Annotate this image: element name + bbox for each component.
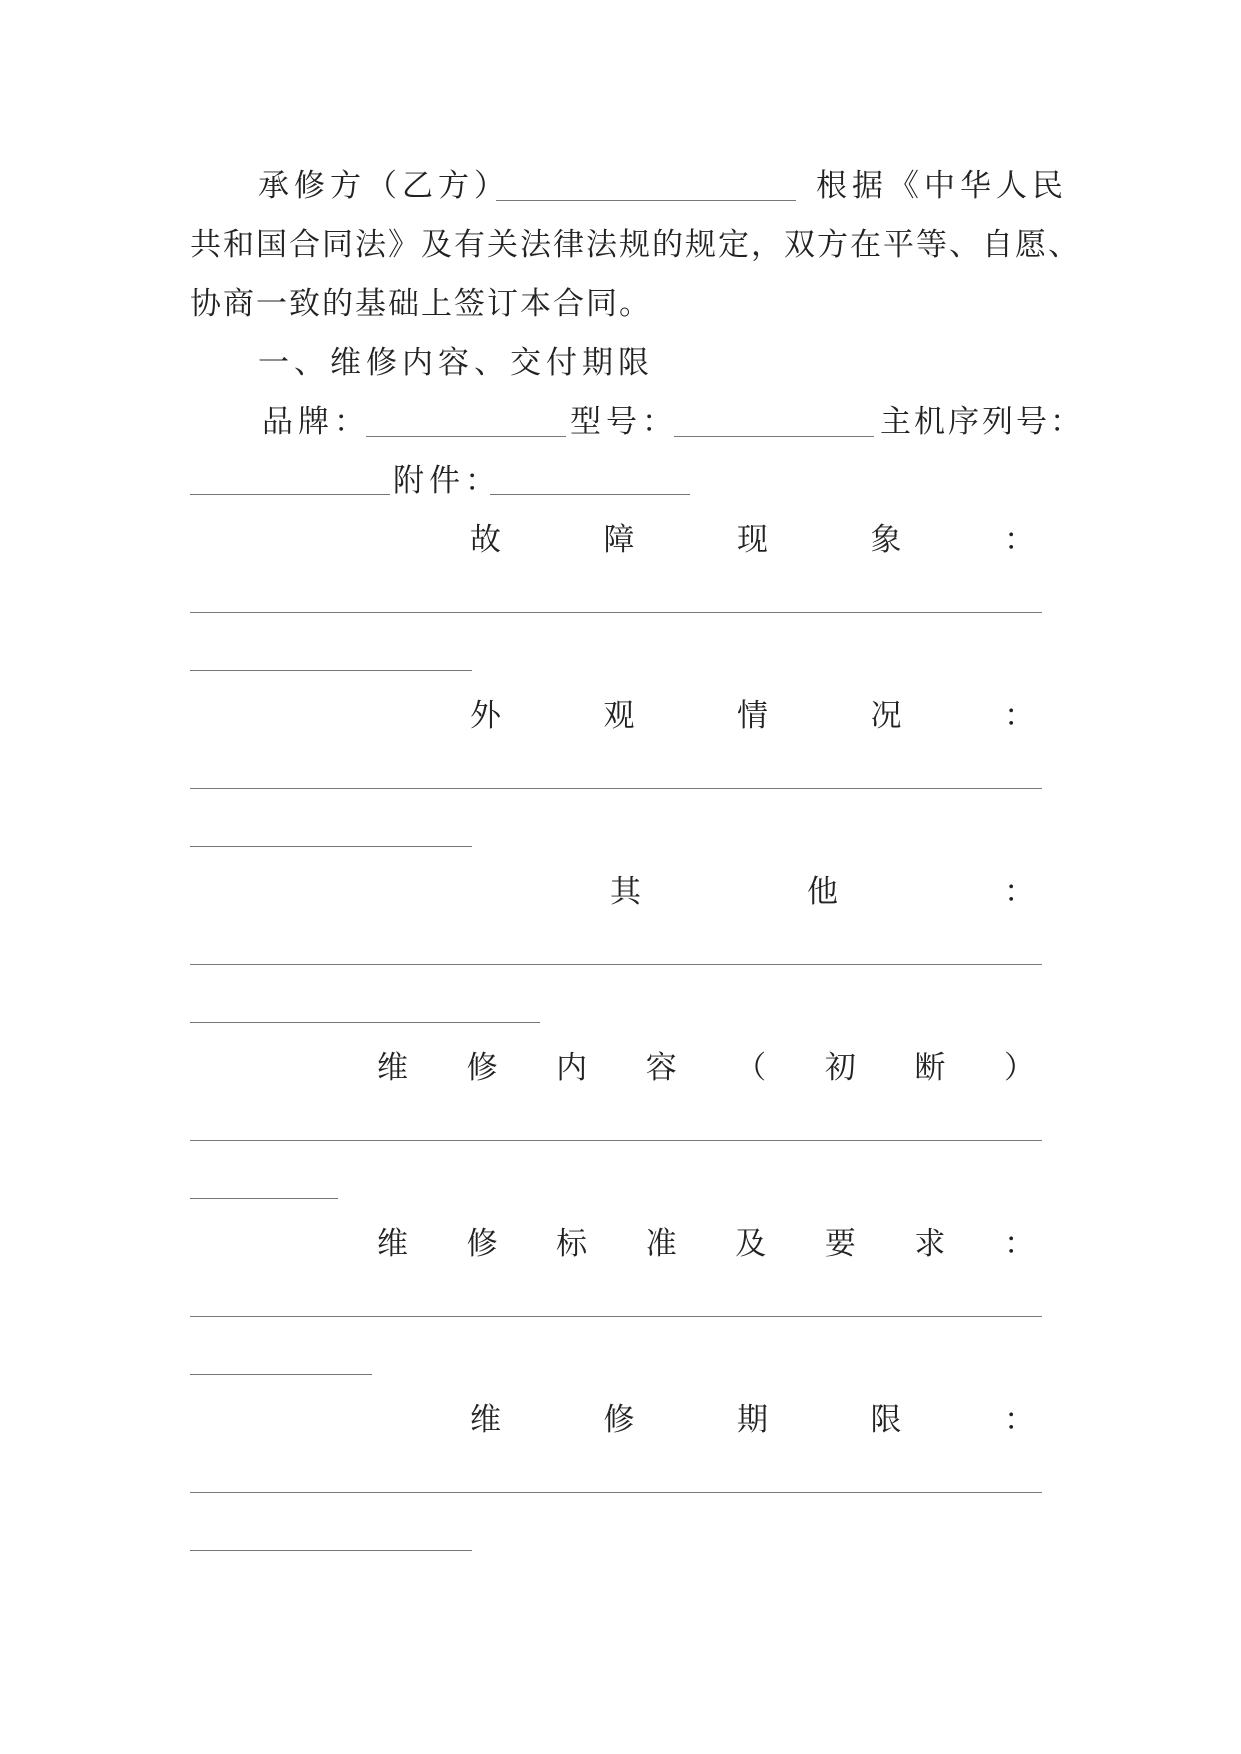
char: 要 — [824, 1226, 856, 1262]
char: 其 — [610, 874, 641, 910]
period-label — [470, 1400, 1035, 1440]
char: ） — [1003, 1050, 1035, 1086]
fault-blank-1[interactable] — [190, 612, 1042, 613]
char: 内 — [556, 1050, 588, 1086]
char: 期 — [737, 1402, 768, 1438]
char: 准 — [645, 1226, 677, 1262]
brand-label: 品牌： — [262, 404, 370, 440]
char: ： — [1003, 1226, 1035, 1262]
standard-label — [377, 1224, 1035, 1264]
char: ： — [1004, 698, 1035, 734]
char: 修 — [466, 1226, 498, 1262]
char: （ — [735, 1050, 767, 1086]
char: 容 — [645, 1050, 677, 1086]
standard-blank-1[interactable] — [190, 1316, 1042, 1317]
other-label — [610, 872, 1035, 912]
model-label: 型号： — [570, 404, 678, 440]
char: 他 — [807, 874, 838, 910]
appearance-blank-2[interactable] — [190, 846, 472, 847]
brand-blank[interactable] — [366, 436, 566, 437]
char: 修 — [466, 1050, 498, 1086]
content-blank-1[interactable] — [190, 1140, 1042, 1141]
accessory-blank[interactable] — [490, 494, 690, 495]
char: 情 — [737, 698, 768, 734]
char: 断 — [914, 1050, 946, 1086]
char: ： — [1004, 1402, 1035, 1438]
other-blank-1[interactable] — [190, 964, 1042, 965]
serial-blank[interactable] — [190, 494, 390, 495]
char: 故 — [470, 522, 501, 558]
intro-line2: 共和国合同法》及有关法律法规的规定，双方在平等、自愿、 — [190, 227, 1081, 263]
char: 及 — [735, 1226, 767, 1262]
accessory-label: 附件： — [393, 463, 501, 499]
char: 限 — [870, 1402, 902, 1438]
char: 求 — [914, 1226, 946, 1262]
char: 维 — [470, 1402, 501, 1438]
char: 维 — [377, 1226, 408, 1262]
serial-label: 主机序列号： — [880, 404, 1084, 440]
other-blank-2[interactable] — [190, 1022, 540, 1023]
appearance-label — [470, 696, 1035, 736]
char: 现 — [737, 522, 768, 558]
standard-blank-2[interactable] — [190, 1374, 372, 1375]
content-label — [377, 1048, 1035, 1088]
char: 修 — [603, 1402, 635, 1438]
char: 维 — [377, 1050, 408, 1086]
content-blank-2[interactable] — [190, 1198, 338, 1199]
char: ： — [1004, 522, 1035, 558]
fault-blank-2[interactable] — [190, 670, 472, 671]
intro-line1-rest: 根据《中华人民 — [816, 168, 1068, 204]
char: 观 — [603, 698, 635, 734]
char: 障 — [603, 522, 635, 558]
char: 标 — [556, 1226, 588, 1262]
char: ： — [1004, 874, 1035, 910]
char: 象 — [870, 522, 902, 558]
party-b-label: 承修方（乙方） — [258, 168, 510, 204]
model-blank[interactable] — [674, 436, 874, 437]
party-b-blank[interactable] — [496, 200, 796, 201]
char: 初 — [824, 1050, 856, 1086]
char: 况 — [870, 698, 902, 734]
char: 外 — [470, 698, 501, 734]
appearance-blank-1[interactable] — [190, 788, 1042, 789]
period-blank-1[interactable] — [190, 1492, 1042, 1493]
fault-label — [470, 520, 1035, 560]
intro-line3: 协商一致的基础上签订本合同。 — [190, 286, 652, 322]
section1-heading: 一、维修内容、交付期限 — [258, 345, 654, 381]
period-blank-2[interactable] — [190, 1550, 472, 1551]
